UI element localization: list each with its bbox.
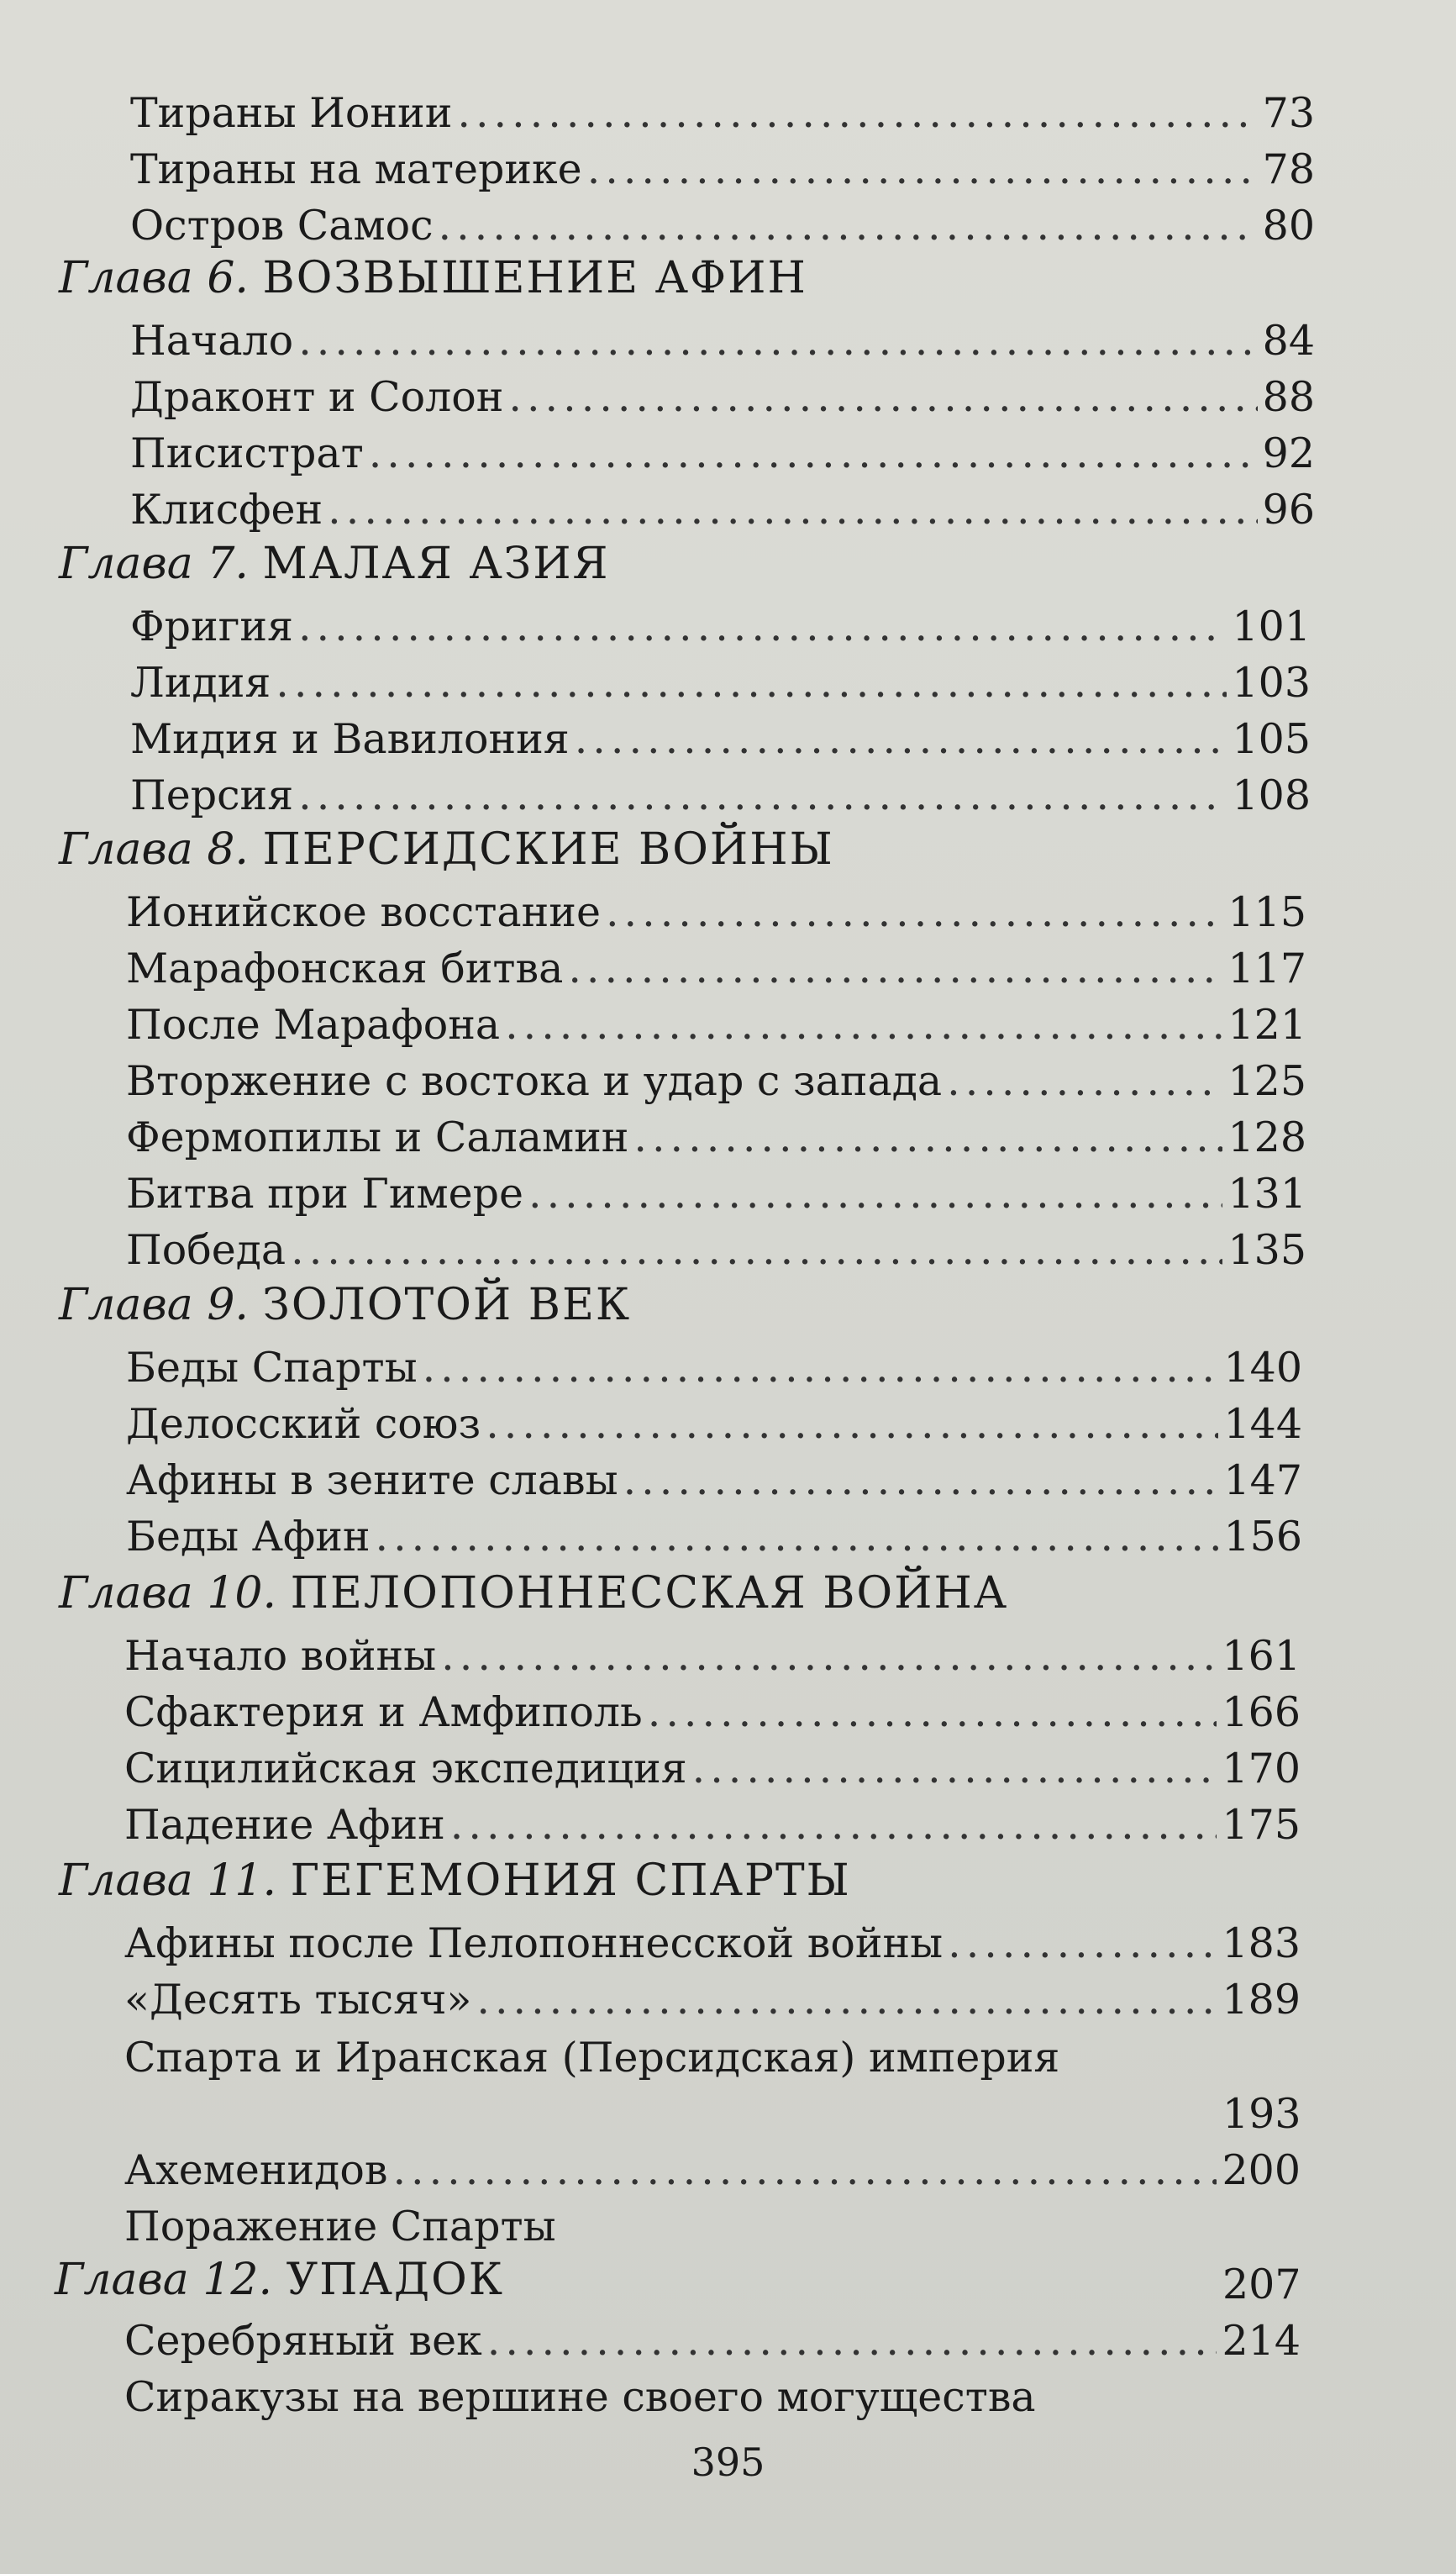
entry-title: Фригия xyxy=(130,603,293,650)
chapter-name: МАЛАЯ АЗИЯ xyxy=(262,539,610,589)
toc-entry xyxy=(130,484,1315,536)
entry-page: 125 xyxy=(1227,1057,1306,1105)
toc-entry xyxy=(130,315,1315,367)
entry-title: Ионийское восстание xyxy=(126,888,601,936)
chapter-name: ЗОЛОТОЙ ВЕК xyxy=(262,1280,632,1330)
entry-page: 183 xyxy=(1222,1919,1301,1967)
entry-page: 161 xyxy=(1222,1632,1301,1680)
chapter-name: ГЕГЕМОНИЯ СПАРТЫ xyxy=(290,1855,851,1906)
toc-entry xyxy=(126,999,1306,1051)
dot-leader xyxy=(423,1342,1219,1394)
dot-leader xyxy=(606,887,1223,939)
toc-entry xyxy=(126,943,1306,995)
entry-page: 101 xyxy=(1232,603,1311,650)
entry-title: Битва при Гимере xyxy=(126,1170,523,1218)
toc-entry xyxy=(126,1398,1302,1450)
entry-page: 170 xyxy=(1222,1745,1301,1792)
entry-page: 117 xyxy=(1227,945,1306,992)
entry-page: 131 xyxy=(1227,1170,1306,1218)
dot-leader xyxy=(508,371,1257,424)
toc-entry xyxy=(130,87,1315,139)
entry-page: 128 xyxy=(1227,1113,1306,1161)
entry-title: Поражение Спарты xyxy=(124,2203,556,2250)
entry-page: 88 xyxy=(1262,373,1315,421)
dot-leader xyxy=(476,1974,1217,2026)
chapter-label: Глава 11. xyxy=(59,1855,277,1906)
entry-title: Афины в зените славы xyxy=(126,1456,618,1504)
dot-leader xyxy=(298,601,1227,653)
page-number: 395 xyxy=(691,2440,765,2485)
dot-leader xyxy=(392,2145,1217,2197)
toc-entry-wrapped-line: Спарта и Иранская (Персидская) империя xyxy=(124,2034,1060,2082)
entry-page: 147 xyxy=(1223,1456,1302,1504)
toc-entry xyxy=(124,2315,1301,2367)
entry-page: 103 xyxy=(1232,659,1311,707)
toc-entry xyxy=(126,887,1306,939)
dot-leader xyxy=(692,1743,1217,1795)
entry-title: Победа xyxy=(126,1226,286,1274)
dot-leader xyxy=(369,428,1258,480)
entry-title: Мидия и Вавилония xyxy=(130,715,570,763)
entry-page: 166 xyxy=(1222,1688,1301,1736)
chapter-heading xyxy=(59,824,834,876)
dot-leader xyxy=(441,1630,1217,1682)
dot-leader xyxy=(487,2315,1217,2367)
entry-page: 115 xyxy=(1227,888,1306,936)
entry-title: Персия xyxy=(130,771,294,819)
chapter-label: Глава 7. xyxy=(59,539,249,589)
entry-page: 144 xyxy=(1223,1400,1302,1448)
entry-page: 140 xyxy=(1223,1344,1302,1392)
entry-title: Начало войны xyxy=(124,1632,437,1680)
chapter-heading xyxy=(59,252,807,304)
entry-title: Падение Афин xyxy=(124,1801,445,1849)
toc-entry xyxy=(130,200,1315,252)
toc-entry xyxy=(124,1687,1301,1739)
dot-leader xyxy=(633,1112,1222,1164)
entry-page: 214 xyxy=(1222,2317,1301,2365)
toc-entry xyxy=(126,1168,1306,1220)
toc-entry xyxy=(126,1224,1306,1276)
entry-title: Остров Самос xyxy=(130,202,434,250)
entry-title: Сицилийская экспедиция xyxy=(124,1745,687,1792)
toc-entry xyxy=(124,1743,1301,1795)
entry-title: Начало xyxy=(130,317,294,365)
entry-page: 108 xyxy=(1232,771,1311,819)
entry-title: Марафонская битва xyxy=(126,945,564,992)
toc-entry xyxy=(124,2145,1301,2197)
entry-title: «Десять тысяч» xyxy=(124,1976,472,2024)
toc-entry xyxy=(126,1511,1302,1563)
toc-entry xyxy=(124,1799,1301,1851)
entry-title: Ахеменидов xyxy=(124,2146,388,2194)
dot-leader xyxy=(947,1055,1222,1108)
toc-entry xyxy=(130,601,1311,653)
chapter-name: ПЕРСИДСКИЕ ВОЙНЫ xyxy=(262,824,834,875)
chapter-name: УПАДОК xyxy=(286,2255,505,2305)
entry-page: 135 xyxy=(1227,1226,1306,1274)
entry-page: 96 xyxy=(1262,486,1315,534)
dot-leader xyxy=(298,770,1227,822)
dot-leader xyxy=(575,713,1227,766)
chapter-heading xyxy=(59,538,610,590)
entry-page: 189 xyxy=(1222,1976,1301,2024)
entry-title: Клисфен xyxy=(130,486,323,534)
entry-page: 121 xyxy=(1227,1001,1306,1049)
dot-leader xyxy=(587,144,1258,196)
toc-entry xyxy=(126,1055,1306,1108)
entry-page: 193 xyxy=(1222,2090,1301,2138)
chapter-label: Глава 8. xyxy=(59,824,249,875)
chapter-heading xyxy=(59,1855,851,1907)
dot-leader xyxy=(486,1398,1218,1450)
chapter-label: Глава 10. xyxy=(59,1568,277,1619)
dot-leader xyxy=(623,1455,1219,1507)
toc-entry xyxy=(130,144,1315,196)
dot-leader xyxy=(291,1224,1222,1276)
toc-entry xyxy=(126,1342,1302,1394)
toc-entry xyxy=(130,713,1311,766)
entry-title: Беды Спарты xyxy=(126,1344,418,1392)
entry-title: Вторжение с востока и удар с запада xyxy=(126,1057,943,1105)
dot-leader xyxy=(298,315,1257,367)
entry-title: Лидия xyxy=(130,659,271,707)
chapter-name: ПЕЛОПОННЕССКАЯ ВОЙНА xyxy=(290,1568,1009,1619)
entry-page: 92 xyxy=(1262,429,1315,477)
dot-leader xyxy=(457,87,1257,139)
chapter-heading xyxy=(59,1279,631,1331)
entry-page: 207 xyxy=(1222,2261,1301,2308)
entry-page: 200 xyxy=(1222,2146,1301,2194)
dot-leader xyxy=(568,943,1222,995)
toc-entry xyxy=(130,371,1315,424)
entry-title: После Марафона xyxy=(126,1001,501,1049)
chapter-heading xyxy=(55,2254,504,2306)
toc-entry xyxy=(124,1974,1301,2026)
toc-entry xyxy=(130,770,1311,822)
dot-leader xyxy=(376,1511,1219,1563)
dot-leader xyxy=(450,1799,1217,1851)
toc-entry xyxy=(126,1455,1302,1507)
dot-leader xyxy=(276,657,1227,709)
toc-entry xyxy=(124,1918,1301,1970)
entry-title: Сиракузы на вершине своего могущества xyxy=(124,2373,1036,2421)
dot-leader xyxy=(948,1918,1217,1970)
dot-leader xyxy=(648,1687,1217,1739)
chapter-heading xyxy=(59,1567,1008,1619)
entry-title: Сфактерия и Амфиполь xyxy=(124,1688,643,1736)
toc-entry xyxy=(126,1112,1306,1164)
toc-entry xyxy=(130,657,1311,709)
entry-title: Фермопилы и Саламин xyxy=(126,1113,629,1161)
entry-title: Беды Афин xyxy=(126,1513,371,1561)
dot-leader xyxy=(505,999,1222,1051)
toc-entry xyxy=(130,428,1315,480)
entry-page: 73 xyxy=(1262,89,1315,137)
entry-title: Серебряный век xyxy=(124,2317,482,2365)
entry-page: 105 xyxy=(1232,715,1311,763)
dot-leader xyxy=(528,1168,1222,1220)
dot-leader xyxy=(439,200,1258,252)
entry-page: 175 xyxy=(1222,1801,1301,1849)
chapter-name: ВОЗВЫШЕНИЕ АФИН xyxy=(262,253,807,303)
entry-page: 78 xyxy=(1262,145,1315,193)
toc-entry xyxy=(124,1630,1301,1682)
entry-page: 80 xyxy=(1262,202,1315,250)
entry-page: 84 xyxy=(1262,317,1315,365)
entry-title: Тираны на материке xyxy=(130,145,582,193)
dot-leader xyxy=(328,484,1257,536)
entry-title: Писистрат xyxy=(130,429,364,477)
entry-page: 156 xyxy=(1223,1513,1302,1561)
entry-title: Тираны Ионии xyxy=(130,89,453,137)
entry-title: Драконт и Солон xyxy=(130,373,504,421)
chapter-label: Глава 9. xyxy=(59,1280,249,1330)
chapter-label: Глава 12. xyxy=(55,2255,273,2305)
entry-title: Афины после Пелопоннесской войны xyxy=(124,1919,944,1967)
chapter-label: Глава 6. xyxy=(59,253,249,303)
entry-title: Делосский союз xyxy=(126,1400,481,1448)
